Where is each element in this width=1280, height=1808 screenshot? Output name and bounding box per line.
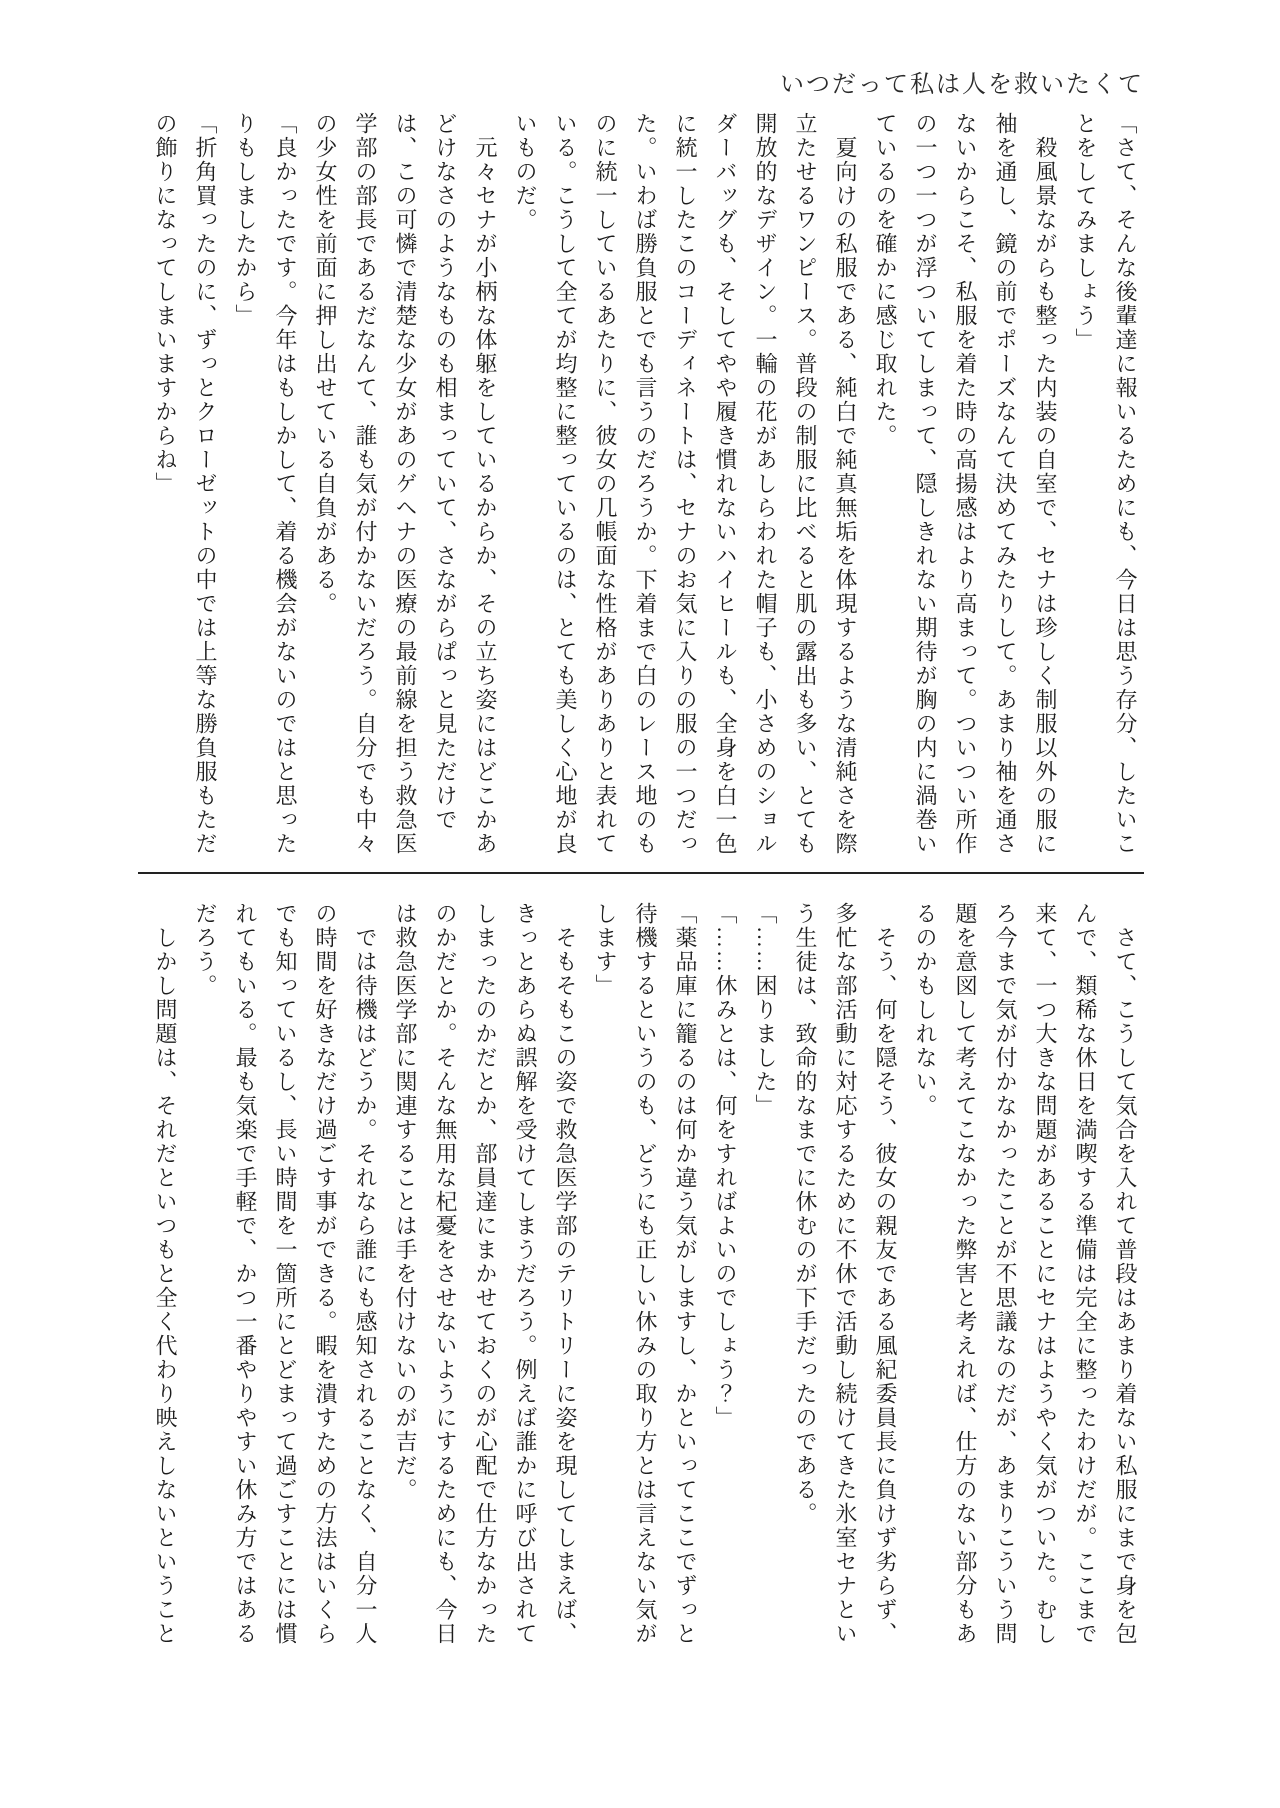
paragraph: 「……困りました」 — [753, 902, 778, 1118]
paragraph: さて、こうして気合を入れて普段はあまり着ない私服にまで身を包んで、類稀な休日を満喫する準備は完全に整ったわけだが。ここまで来て、一つ大きな問題があることにセナはようやく気がついた。むしろ今まで気が付かなかったことが不思議なのだが、あまりこういう問題を意図して考えてこなかった弊害と考えれば、仕方のない部分もあるのかもしれない。 — [913, 902, 1138, 1646]
paragraph: 「折角買ったのに、ずっとクローゼットの中では上等な勝負服もただの飾りになってしまいますからね」 — [153, 112, 218, 856]
paragraph: 「良かったです。今年はもしかして、着る機会がないのではと思ったりもしましたから」 — [233, 112, 298, 856]
paragraph: 「薬品庫に籠るのは何か違う気がしますし、かといってここでずっと待機するというのも、どうにも正しい休みの取り方とは言えない気がします」 — [593, 902, 698, 1646]
paragraph: 元々セナが小柄な体躯をしているからか、その立ち姿にはどこかあどけなさのようなものも相まっていて、さながらぱっと見ただけでは、この可憐で清楚な少女があのゲヘナの医療の最前線を担う救急医学部の部長であるだなんて、誰も気が付かないだろう。自分でも中々の少女性を前面に押し出せている自負がある。 — [313, 112, 498, 856]
section-divider — [138, 872, 1144, 874]
text-block-top — [135, 112, 1145, 860]
paragraph: 「……休みとは、何をすればよいのでしょう？」 — [713, 902, 738, 1430]
paragraph: そもそもこの姿で救急医学部のテリトリーに姿を現してしまえば、きっとあらぬ誤解を受けてしまうだろう。例えば誰かに呼び出されてしまったのかだとか、部員達にまかせておくのが心配で仕方なかったのかだとか。そんな無用な杞憂をさせないようにするためにも、今日は救急医学部に関連することは手を付けないのが吉だ。 — [393, 902, 578, 1646]
paragraph: 夏向けの私服である、純白で純真無垢を体現するような清純さを際立たせるワンピース。普段の制服に比べると肌の露出も多い、とても開放的なデザイン。一輪の花があしらわれた帽子も、小さめのショルダーバッグも、そしてやや履き慣れないハイヒールも、全身を白一色に統一したこのコーディネートは、セナのお気に入りの服の一つだった。いわば勝負服とでも言うのだろうか。下着まで白のレース地のものに統一しているあたりに、彼女の几帳面な性格がありありと表れている。こうして全てが均整に整っているのは、とても美しく心地が良いものだ。 — [513, 112, 858, 856]
paragraph: 殺風景ながらも整った内装の自室で、セナは珍しく制服以外の服に袖を通し、鏡の前でポーズなんて決めてみたりして。あまり袖を通さないからこそ、私服を着た時の高揚感はより高まって。ついつい所作の一つ一つが浮ついてしまって、隠しきれない期待が胸の内に渦巻いているのを確かに感じ取れた。 — [873, 112, 1058, 856]
paragraph: では待機はどうか。それなら誰にも感知されることなく、自分一人の時間を好きなだけ過ごす事ができる。暇を潰すための方法はいくらでも知っているし、長い時間を一箇所にとどまって過ごすことには慣れてもいる。最も気楽で手軽で、かつ一番やりやすい休み方ではあるだろう。 — [193, 902, 378, 1646]
text-block-bottom — [135, 902, 1145, 1650]
running-head-title: いつだって私は人を救いたくて — [780, 72, 1144, 98]
paragraph: 「さて、そんな後輩達に報いるためにも、今日は思う存分、したいことをしてみましょう」 — [1073, 112, 1138, 856]
paragraph: しかし問題は、それだといつもと全く代わり映えしないということ — [153, 902, 178, 1646]
paragraph: そう、何を隠そう、彼女の親友である風紀委員長に負けず劣らず、多忙な部活動に対応するために不休で活動し続けてきた氷室セナという生徒は、致命的なまでに休むのが下手だったのである。 — [793, 902, 898, 1646]
